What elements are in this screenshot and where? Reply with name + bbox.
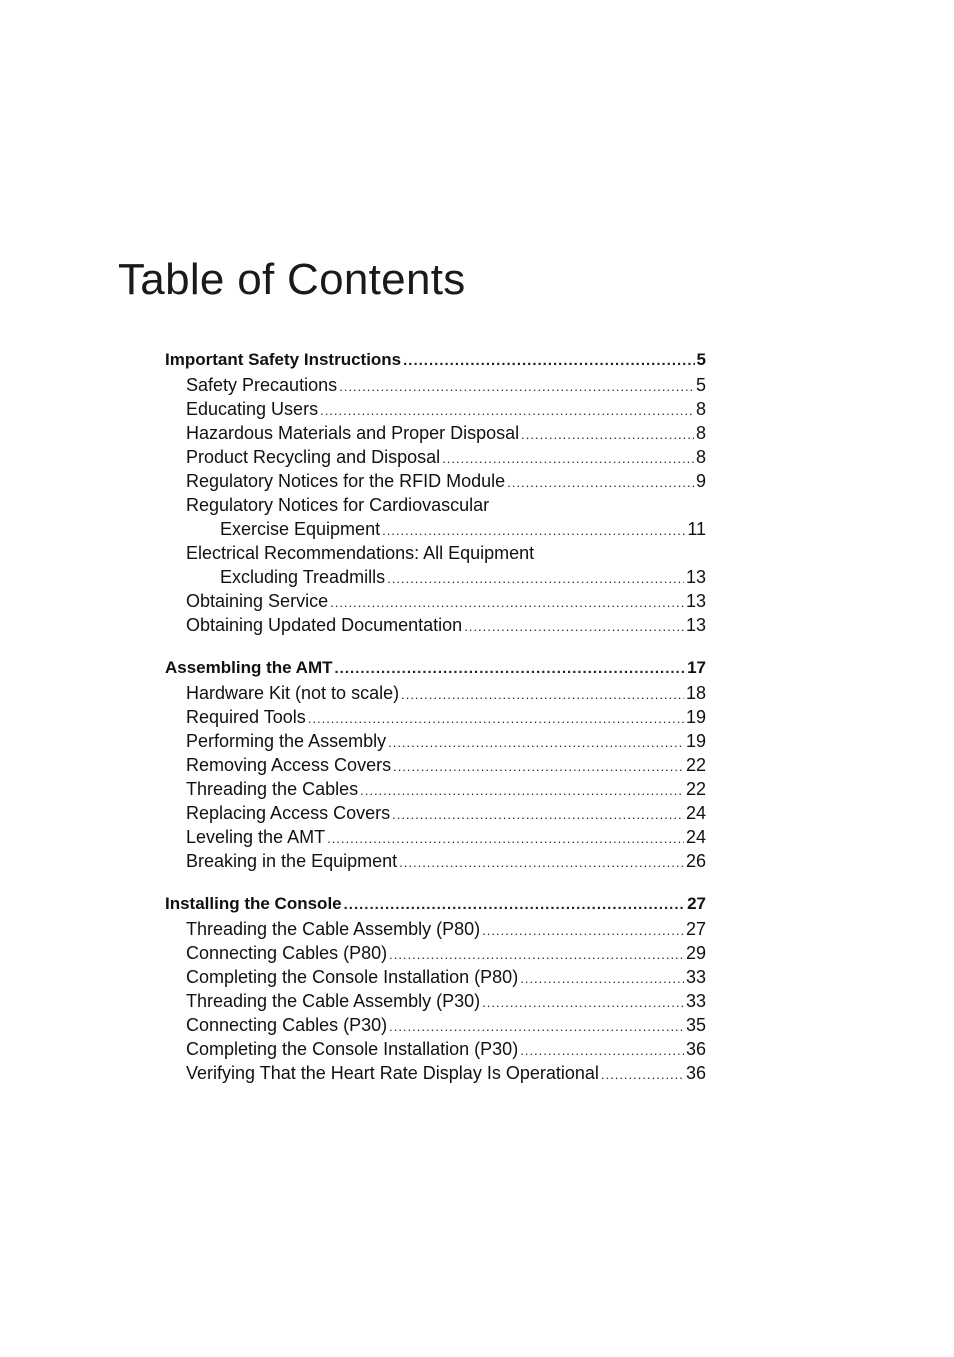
- toc-entry[interactable]: [165, 917, 706, 941]
- dot-leader: [389, 1015, 684, 1039]
- toc-entry[interactable]: [165, 517, 706, 541]
- toc-entry[interactable]: [165, 613, 706, 637]
- toc-entry[interactable]: [165, 681, 706, 705]
- toc-entry-label: Connecting Cables (P80): [186, 943, 388, 963]
- toc-section-heading[interactable]: [165, 655, 706, 681]
- toc-entry-label: Threading the Cable Assembly (P80): [186, 919, 481, 939]
- dot-leader: [507, 471, 694, 495]
- toc-entry-label: Obtaining Updated Documentation: [186, 615, 463, 635]
- dot-leader: [601, 1063, 684, 1087]
- toc-entry-label: Threading the Cables: [186, 779, 359, 799]
- toc-page-number: 5: [696, 350, 706, 369]
- toc-page-number: 8: [695, 399, 706, 419]
- dot-leader: [308, 707, 684, 731]
- toc-page-number: 36: [685, 1039, 706, 1059]
- toc-entry[interactable]: [165, 777, 706, 801]
- toc-section-heading[interactable]: [165, 347, 706, 373]
- toc-page-number: 35: [685, 1015, 706, 1035]
- toc-entry-label: Connecting Cables (P30): [186, 1015, 388, 1035]
- dot-leader: [360, 779, 684, 803]
- toc-entry-label: Hazardous Materials and Proper Disposal: [186, 423, 520, 443]
- toc-page-number: 11: [687, 519, 706, 539]
- toc-page-number: 19: [685, 707, 706, 727]
- toc-entry-label: Threading the Cable Assembly (P30): [186, 991, 481, 1011]
- dot-leader: [344, 892, 685, 918]
- toc-entry-label: Obtaining Service: [186, 591, 329, 611]
- toc-entry-continuation: Excluding Treadmills: [220, 567, 386, 587]
- toc-entry[interactable]: [165, 421, 706, 445]
- dot-leader: [403, 348, 694, 374]
- toc-entry[interactable]: [165, 729, 706, 753]
- toc-entry-label: Performing the Assembly: [186, 731, 387, 751]
- toc-entry-label: Required Tools: [186, 707, 306, 727]
- toc-section-title: Installing the Console: [165, 894, 342, 913]
- dot-leader: [387, 567, 684, 591]
- table-of-contents: [165, 347, 706, 1103]
- toc-entry[interactable]: [165, 801, 706, 825]
- toc-entry[interactable]: [165, 753, 706, 777]
- toc-page-number: 5: [695, 375, 706, 395]
- toc-entry[interactable]: [165, 445, 706, 469]
- toc-page-number: 18: [685, 683, 706, 703]
- toc-section: [165, 347, 706, 637]
- dot-leader: [393, 755, 684, 779]
- toc-page-number: 19: [685, 731, 706, 751]
- toc-page-number: 26: [685, 851, 706, 871]
- toc-entry-first-line[interactable]: [165, 493, 706, 517]
- dot-leader: [482, 991, 684, 1015]
- toc-entry-label: Breaking in the Equipment: [186, 851, 398, 871]
- dot-leader: [520, 1039, 684, 1063]
- toc-entry[interactable]: [165, 965, 706, 989]
- toc-entry[interactable]: [165, 397, 706, 421]
- toc-entry[interactable]: [165, 565, 706, 589]
- page-title: Table of Contents: [118, 255, 466, 304]
- dot-leader: [320, 399, 694, 423]
- toc-page-number: 27: [685, 919, 706, 939]
- dot-leader: [399, 851, 684, 875]
- toc-entry[interactable]: [165, 941, 706, 965]
- toc-page-number: 29: [685, 943, 706, 963]
- toc-page-number: 9: [695, 471, 706, 491]
- dot-leader: [442, 447, 694, 471]
- toc-entry-label: Removing Access Covers: [186, 755, 392, 775]
- toc-entry-label: Hardware Kit (not to scale): [186, 683, 400, 703]
- toc-entry[interactable]: [165, 705, 706, 729]
- toc-entry-label: Completing the Console Installation (P30): [186, 1039, 519, 1059]
- toc-entry[interactable]: [165, 1013, 706, 1037]
- toc-entry-label: Product Recycling and Disposal: [186, 447, 441, 467]
- toc-section: [165, 655, 706, 873]
- toc-entry-label: Verifying That the Heart Rate Display Is Operational: [186, 1063, 599, 1083]
- toc-page-number: 22: [685, 779, 706, 799]
- dot-leader: [335, 656, 686, 682]
- toc-section: [165, 891, 706, 1085]
- dot-leader: [520, 967, 684, 991]
- toc-entry-label: Safety Precautions: [186, 375, 338, 395]
- toc-page-number: 36: [685, 1063, 706, 1083]
- dot-leader: [330, 591, 684, 615]
- toc-entry[interactable]: [165, 1037, 706, 1061]
- dot-leader: [389, 943, 684, 967]
- toc-page-number: 13: [685, 615, 706, 635]
- toc-entry-label: Regulatory Notices for the RFID Module: [186, 471, 506, 491]
- dot-leader: [482, 919, 684, 943]
- toc-entry[interactable]: [165, 825, 706, 849]
- toc-page-number: 13: [685, 567, 706, 587]
- dot-leader: [392, 803, 684, 827]
- toc-entry[interactable]: [165, 469, 706, 493]
- toc-entry[interactable]: [165, 589, 706, 613]
- dot-leader: [521, 423, 694, 447]
- toc-entry-first-line[interactable]: [165, 541, 706, 565]
- dot-leader: [464, 615, 684, 639]
- toc-entry[interactable]: [165, 1061, 706, 1085]
- toc-entry-label: Regulatory Notices for Cardiovascular: [186, 495, 490, 515]
- toc-section-title: Important Safety Instructions: [165, 350, 402, 369]
- toc-page-number: 33: [685, 967, 706, 987]
- toc-page-number: 13: [685, 591, 706, 611]
- toc-entry-label: Electrical Recommendations: All Equipment: [186, 543, 535, 563]
- toc-page-number: 24: [685, 803, 706, 823]
- toc-entry-label: Leveling the AMT: [186, 827, 326, 847]
- toc-entry-label: Completing the Console Installation (P80): [186, 967, 519, 987]
- dot-leader: [382, 519, 685, 543]
- toc-entry[interactable]: [165, 849, 706, 873]
- dot-leader: [339, 375, 694, 399]
- toc-page-number: 22: [685, 755, 706, 775]
- toc-page-number: 8: [695, 423, 706, 443]
- toc-page-number: 17: [687, 658, 706, 677]
- toc-section-title: Assembling the AMT: [165, 658, 333, 677]
- toc-entry[interactable]: [165, 373, 706, 397]
- toc-section-heading[interactable]: [165, 891, 706, 917]
- toc-entry-label: Educating Users: [186, 399, 319, 419]
- toc-page-number: 8: [695, 447, 706, 467]
- toc-page-number: 24: [685, 827, 706, 847]
- toc-page-number: 33: [685, 991, 706, 1011]
- dot-leader: [327, 827, 684, 851]
- toc-page-number: 27: [687, 894, 706, 913]
- dot-leader: [401, 683, 684, 707]
- toc-entry[interactable]: [165, 989, 706, 1013]
- toc-entry-continuation: Exercise Equipment: [220, 519, 381, 539]
- dot-leader: [388, 731, 684, 755]
- toc-entry-label: Replacing Access Covers: [186, 803, 391, 823]
